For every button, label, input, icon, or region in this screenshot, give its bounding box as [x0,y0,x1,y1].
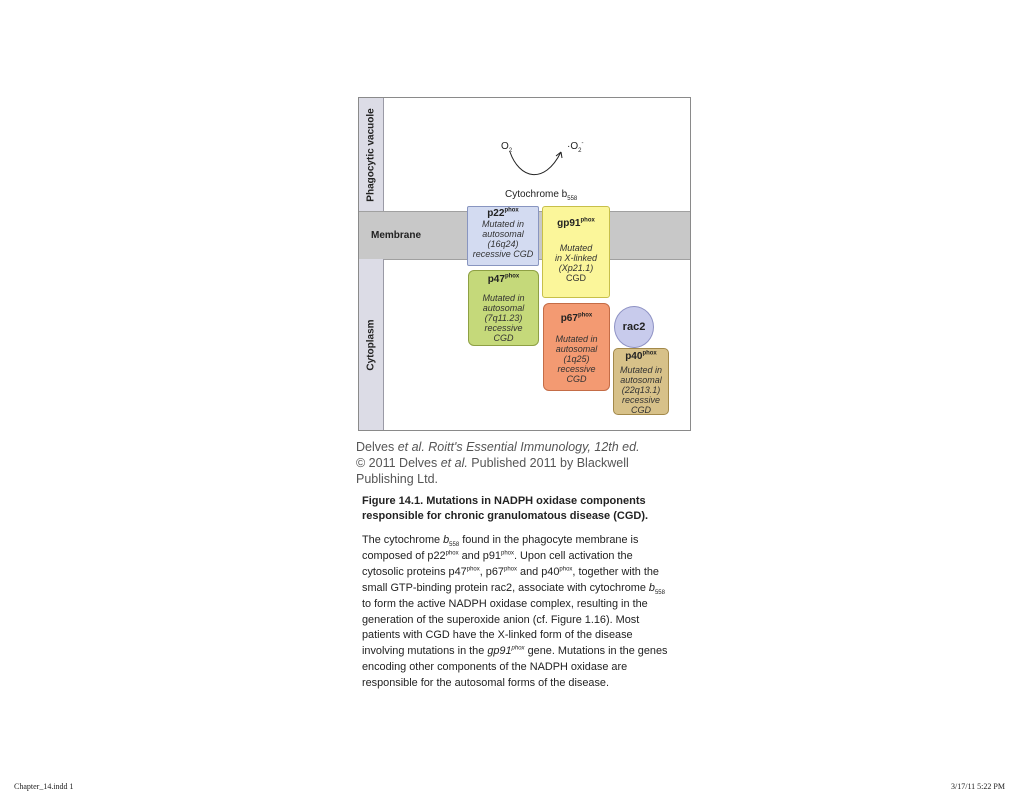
caption-line-2: composed of $p22^{phox}$ and $p91^{phox}$. Upon cell activation the [362,549,633,562]
caption-line-1: The cytochrome $b_{558}$ found in the phagocyte membrane is [362,534,639,549]
superoxide-label: $\cdot O_2^-$ [567,140,584,154]
gp91phox-name: $gp91^{phox}$ [557,217,595,229]
p47phox-desc-3: (7q11.23) [484,313,523,323]
membrane-label: Membrane [371,230,422,241]
p22phox-desc-4: recessive CGD [472,249,534,259]
caption-line-10: responsible for the autosomal forms of the disease. [362,677,609,690]
p22phox-desc-1: Mutated in [481,219,525,229]
p67phox-desc-1: Mutated in [555,334,598,344]
credit-line-2: © 2011 Delves et al. Published 2011 by Blackwell [356,456,629,470]
p40phox-name: $p40^{phox}$ [625,350,657,362]
p47phox-desc-5: CGD [493,333,514,343]
gp91phox-box [542,206,610,298]
p40phox-desc-5: CGD [631,405,651,415]
p67phox-desc-4: recessive [557,364,596,374]
caption-line-7: patients with CGD have the X-linked form of the disease [362,629,633,642]
p47phox-name: $p47^{phox}$ [487,273,520,285]
reaction-arrow-icon [504,138,574,188]
caption-title-line-1: Figure 14.1. Mutations in NADPH oxidase components [362,495,646,507]
caption-line-5: to form the active NADPH oxidase complex, resulting in the [362,597,648,610]
p22phox-desc-2: autosomal [482,229,524,239]
caption-title-line-2: responsible for chronic granulomatous disease (CGD). [362,510,649,522]
p47phox-desc-1: Mutated in [482,293,525,303]
rac2-circle [614,306,654,348]
p22phox-desc-3: (16q24) [487,239,519,249]
caption-title [362,494,692,524]
gp91phox-desc-1: Mutated [559,243,593,253]
caption-line-4: small GTP-binding protein rac2, associate with cytochrome $b_{558}$ [362,581,665,596]
credit-line-1: Delves et al. Roitt's Essential Immunology, 12th ed. [356,440,640,454]
caption-line-6: generation of the superoxide anion (cf. Figure 1.16). Most [362,613,640,626]
phagocytic-vacuole-band-label [359,98,384,211]
p47phox-desc-4: recessive [484,323,523,333]
p40phox-desc-2: autosomal [620,375,662,385]
phagocytic-vacuole-label: Phagocytic vacuole [365,107,377,202]
p67phox-desc-2: autosomal [555,344,598,354]
p67phox-name: $p67^{phox}$ [560,312,593,324]
gp91phox-desc-4: CGD [566,273,586,283]
cytoplasm-band-label [359,259,384,430]
caption-line-3: cytosolic proteins $p47^{phox}$, $p67^{phox}$ and $p40^{phox}$, together with the [362,565,659,578]
cytoplasm-label: Cytoplasm [365,318,377,371]
rac2-name: rac2 [622,321,646,333]
p40phox-desc-1: Mutated in [619,365,663,375]
p40phox-desc-3: (22q13.1) [621,385,661,395]
footer-timestamp: 3/17/11 5:22 PM [951,782,1005,791]
p40phox-desc-4: recessive [621,395,660,405]
gp91phox-desc-2: in X-linked [554,253,598,263]
cytochrome-b558-label: Cytochrome $b_{558}$ [505,189,578,202]
p22phox-box [467,206,539,266]
caption-line-9: encoding other components of the NADPH oxidase are [362,661,628,674]
p67phox-desc-5: CGD [566,374,587,384]
credit-line-3: Publishing Ltd. [356,472,439,486]
caption-line-8: involving mutations in the $gp91^{phox}$ gene. Mutations in the genes [362,645,668,658]
oxygen-label: $O_2$ [501,141,513,154]
p67phox-box [543,303,610,391]
footer-file-name: Chapter_14.indd 1 [14,782,74,791]
p40phox-box [613,348,669,415]
p67phox-desc-3: (1q25) [563,354,590,364]
p47phox-desc-2: autosomal [482,303,525,313]
gp91phox-desc-3: (Xp21.1) [558,263,594,273]
caption-body [362,533,694,692]
figure-diagram [358,97,691,431]
p22phox-name: $p22^{phox}$ [487,207,519,219]
p47phox-box [468,270,539,346]
